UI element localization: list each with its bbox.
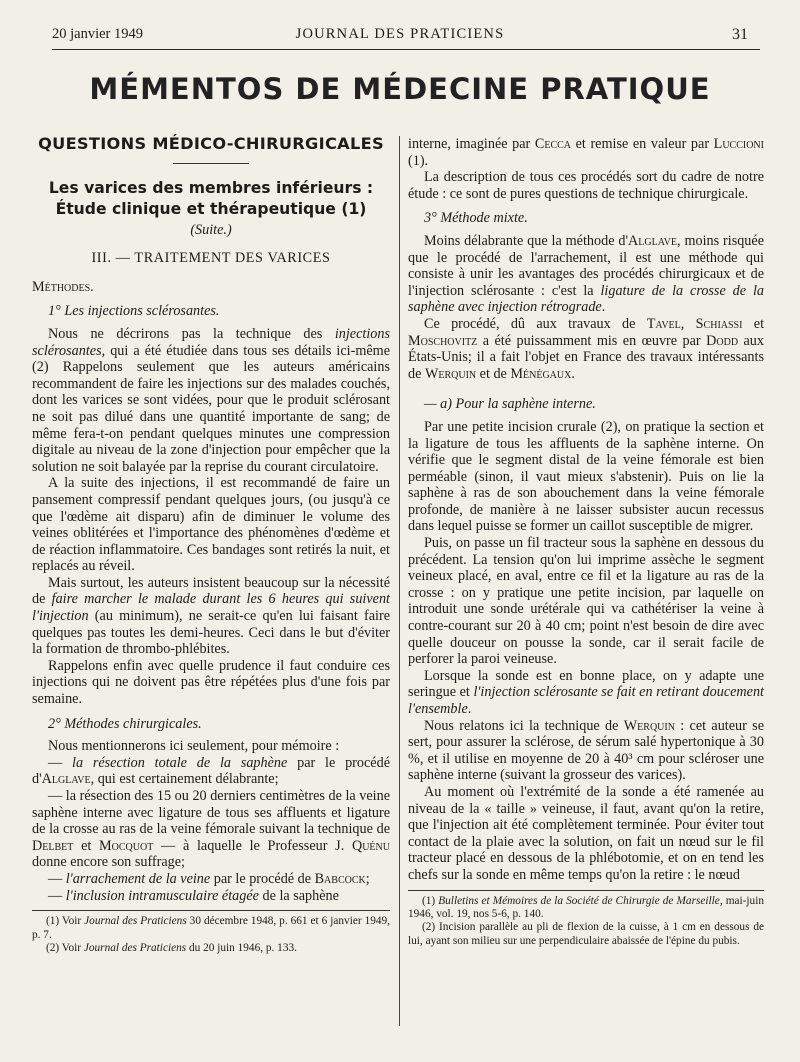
text: par le procédé d' [32, 754, 390, 788]
text: Lorsque la sonde est en bonne place, on y adapte une seringue et [408, 667, 764, 701]
paragraph [32, 575, 390, 658]
text: aux États-Unis; il a fait l'objet en France des travaux intéressants de [408, 332, 764, 382]
text: ; [365, 870, 370, 887]
methods-heading: Méthodes. [32, 278, 94, 295]
subheading-text: 1° Les injections sclérosantes. [48, 303, 220, 320]
text: a été puissamment mis en œuvre par [477, 332, 707, 349]
text: . [467, 701, 472, 717]
text-italic: faire marcher le malade durant les 6 heures qui suivent l'injection [32, 591, 390, 625]
subheading-text: — a) Pour la saphène interne. [424, 396, 596, 413]
paragraph [408, 233, 764, 316]
text: . [601, 299, 606, 316]
author-name: Babcock [314, 870, 366, 887]
text: Moins délabrante que la méthode d' [424, 232, 629, 249]
paragraph: Rappelons enfin avec quelle prudence il faut conduire ces injections qui ne doivent pas être répétées plus d'une fois par semaine. [32, 657, 390, 708]
author-name: Alglave [628, 232, 677, 249]
text: Mais surtout, les auteurs insistent beaucoup sur la nécessité de [32, 574, 390, 608]
paragraph [408, 136, 764, 169]
text-italic: Journal des Praticiens [84, 915, 187, 928]
text: (au minimum), ne serait-ce qu'en lui faisant faire quelques pas toutes les demi-heures. Ceci dans le but d'éviter la formation de thrombo-phlébites. [32, 608, 390, 658]
article-title-line-2: Étude clinique et thérapeutique (1) [55, 199, 367, 218]
text: — [48, 754, 72, 771]
author-name: Delbet [32, 837, 74, 854]
header-rule [52, 49, 760, 50]
text: du 20 juin 1946, p. 133. [186, 941, 297, 954]
text: Ce procédé, dû aux travaux de [424, 315, 647, 332]
subheading-chirurgicales [32, 716, 390, 733]
text-italic: la résection totale de la saphène [72, 754, 288, 771]
subheading-injections [32, 303, 390, 320]
author-name: Quénu [351, 837, 390, 854]
text: et [742, 315, 765, 332]
subheading-text: 2° Méthodes chirurgicales. [48, 715, 202, 732]
paragraph [408, 718, 764, 784]
text-italic: Journal des Praticiens [83, 941, 187, 954]
author-name: Werquin [623, 717, 675, 734]
footnote-2 [32, 942, 390, 955]
text: Nous relatons ici la technique de [424, 717, 624, 734]
text-italic: l'arrachement de la veine [65, 870, 211, 887]
author-name: Ménégaux [510, 365, 572, 382]
paragraph: Puis, on passe un fil tracteur sous la saphène en dessous du précédent. La tension qu'on lui imprime assèche le segment veineux placé, en aval, entre ce fil et la ligature au ras de la crosse : on y pratique une petite incision, par laquelle on introduit une sonde urétérale qui va cathétériser la veine à contre-courant sur 20 à 40 cm; point n'est besoin de dire avec quelle douceur on pousse la sonde, car il serait facile de perforer la paroi veineuse. [408, 535, 764, 668]
list-item [32, 888, 390, 905]
footnote-1 [408, 895, 764, 922]
paragraph [408, 316, 764, 382]
text: , qui a été étudiée dans tous ses détails ici-même (2) Rappelons seulement que les auteurs américains recommandent de faire les injections sur des malades couchés, dont les varices se sont vidées, pour que le produit sclérosant ne soit pas dilué dans une quantité importante de sang; de même fera-t-on pendant quelques minutes une compression digitale au niveau de la zone d'injection pour empêcher que la solution ne soit balayée par la reprise du courant circulatoire. [32, 342, 390, 475]
page-number: 31 [732, 26, 748, 43]
footnote-2: (2) Incision parallèle au pli de flexion de la cuisse, à 1 cm en dessous de lui, ayant son milieu sur une perpendiculaire abaissée de l'épine du pubis. [408, 921, 764, 947]
text: . [571, 365, 575, 382]
header-journal-name: JOURNAL DES PRATICIENS [295, 26, 505, 42]
paragraph: La description de tous ces procédés sort du cadre de notre étude : ce sont de pures questions de technique chirurgicale. [408, 169, 764, 202]
subheading-text: 3° Méthode mixte. [424, 210, 528, 227]
text: de la saphène [258, 887, 339, 904]
text: et [73, 837, 100, 854]
author-name: Werquin [424, 365, 477, 382]
paragraph: A la suite des injections, il est recommandé de faire un pansement compressif pendant quelques jours, (ou jusqu'à ce que l'œdème ait disparu) afin de diminuer le volume des veines oblitérées et l'importance des phénomènes d'œdème et de réaction inflammatoire. Ces bandages sont retirés la nuit, et replacés au réveil. [32, 475, 390, 575]
text: , mai-juin 1946, vol. 19, nos 5-6, p. 140. [408, 894, 764, 920]
article-title-line-1: Les varices des membres inférieurs : [48, 178, 374, 197]
column-divider [399, 136, 400, 1026]
paragraph: Au moment où l'extrémité de la sonde a été ramenée au niveau de la « taille » veineuse, il faut, avant qu'on la retire, que l'injection ait été complètement terminée. Pour éviter tout contact de la plaie avec la solution, on fait un nœud sur le fil tracteur placé en dessous de la phlébotomie, et on en tend les chefs sur la sonde en même temps qu'on la retire : le nœud [408, 783, 764, 883]
paragraph: Par une petite incision crurale (2), on pratique la section et la ligature de tous les affluents de la saphène interne. On vérifie que le segment distal de la veine fémorale est bien perméable (sinon, il vaut mieux s'abstenir). Puis on lie la saphène à ras de son abouchement dans la veine fémorale profonde, de manière à ne laisser subsister aucun recessus dans lequel puisse se former un caillot susceptible de migrer. [408, 418, 764, 535]
author-name: Schiassi [695, 315, 743, 332]
text: interne, imaginée par [408, 136, 535, 152]
author-name: Tavel [646, 315, 681, 332]
text: : cet auteur se sert, pour assurer la sclérose, de sérum salé hypertonique à 30 %, et il utilise en moyenne de 20 à 40³ cm pour scléroser une saphène interne (suivant la grosseur des varices). [408, 717, 764, 784]
author-name: Alglave [41, 771, 91, 788]
paragraph: Nous mentionnerons ici seulement, pour mémoire : [48, 738, 340, 755]
text: (1) [422, 894, 439, 907]
text: , qui est certainement délabrante; [90, 771, 279, 788]
author-name: Moschovitz [408, 332, 478, 349]
text: et de [476, 365, 511, 382]
list-item [32, 871, 390, 888]
text-italic: injections sclérosantes [32, 325, 390, 359]
list-item [32, 755, 390, 788]
text: (2) Voir [46, 941, 84, 954]
section-heading-traitement: III. — TRAITEMENT DES VARICES [91, 250, 331, 267]
text: Nous ne décrirons pas la technique des [48, 325, 335, 342]
author-name: Mocquot [99, 837, 154, 854]
footnote-rule [32, 910, 390, 911]
text: (1) Voir [46, 915, 85, 928]
footnote-rule [408, 890, 764, 891]
author-name: Luccioni [713, 136, 764, 152]
text: , moins risquée que le procédé de l'arrachement, il est une méthode qui consiste à unir les avantages des procédés chirurgicaux et de l'injection sclérosante : c'est la [408, 232, 764, 299]
article-suite: (Suite.) [190, 221, 232, 238]
list-item [32, 788, 390, 871]
author-name: Cecca [534, 136, 572, 152]
text-italic: l'inclusion intramusculaire étagée [65, 887, 259, 904]
footnote-1 [32, 915, 390, 942]
page-title: MÉMENTOS DE MÉDECINE PRATIQUE [89, 72, 711, 106]
text: (1). [408, 152, 429, 169]
text-italic: l'injection sclérosante se fait en retirant doucement l'ensemble [408, 684, 764, 717]
paragraph [408, 668, 764, 718]
section-title: QUESTIONS MÉDICO-CHIRURGICALES [38, 134, 384, 153]
section-rule [173, 163, 249, 164]
text: 30 décembre 1948, p. 661 et 6 janvier 1949, p. 7. [32, 915, 390, 941]
text: par le procédé de [210, 870, 315, 887]
running-header [52, 26, 748, 46]
text: — [48, 870, 66, 887]
text-italic: Bulletins et Mémoires de la Société de Chirurgie de Marseille [438, 894, 720, 907]
text: et remise en valeur par [571, 136, 714, 152]
text: — [48, 887, 66, 904]
subheading-mixte [408, 210, 764, 227]
paragraph [32, 326, 390, 475]
text: — la résection des 15 ou 20 derniers centimètres de la veine saphène interne avec ligature de tous ses affluents et ligature de la crosse au ras de la veine fémorale suivant la technique de [32, 788, 390, 838]
header-date: 20 janvier 1949 [52, 26, 144, 42]
left-column [32, 136, 390, 955]
subheading-saphene-interne [408, 396, 764, 413]
text: donne encore son suffrage; [32, 854, 185, 871]
text-italic: ligature de la crosse de la saphène avec injection rétrograde [408, 282, 764, 316]
author-name: Dodd [706, 332, 739, 349]
right-column [408, 136, 764, 948]
text: , [680, 315, 696, 332]
text: — à laquelle le Professeur J. [153, 837, 352, 854]
